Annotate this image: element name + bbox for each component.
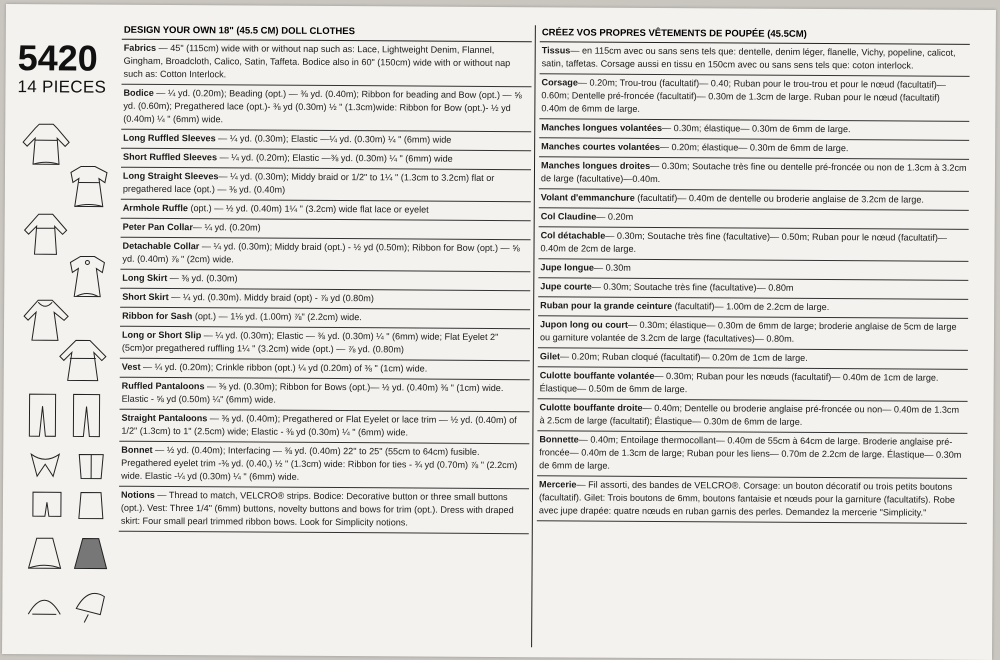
row-label: Bonnette bbox=[539, 434, 579, 445]
row-text: — ¼ yd. (0.30m). Middy braid (opt) - ⅞ yd (0.80m) bbox=[168, 291, 374, 304]
row-text: — 0.20m bbox=[596, 211, 634, 222]
row-text: — 0.20m; Ruban cloqué (facultatif)— 0.20m de 1cm de large. bbox=[560, 351, 808, 363]
english-row bbox=[119, 410, 529, 445]
row-label: Vest bbox=[121, 361, 141, 372]
english-rows bbox=[119, 40, 532, 534]
pantaloons-ruffled-icon bbox=[25, 390, 59, 440]
row-text: — 0.20m; Trou-trou (facultatif)— 0.40; Ruban pour le trou-trou et pour le nœud (facultatif)— 0.60m; Dentelle pré-froncée (facultatif)— 0.30m de 1.3cm de large. Ruban pour le nœud (facultatif) 0.40m de 6mm de large. bbox=[541, 77, 946, 114]
french-row bbox=[538, 278, 968, 300]
row-label: Long Ruffled Sleeves bbox=[123, 132, 216, 144]
french-row bbox=[539, 74, 969, 122]
english-row bbox=[121, 168, 531, 203]
row-text: — ¼ yd. (0.20m); Elastic —⅜ yd. (0.30m) ¼ " (6mm) wide bbox=[217, 152, 453, 164]
row-text: — 0.30m bbox=[593, 262, 631, 273]
row-label: Volant d'emmanchure bbox=[540, 192, 635, 203]
english-row bbox=[120, 238, 530, 273]
french-row bbox=[537, 399, 967, 434]
pieces-count: 14 PIECES bbox=[17, 77, 107, 97]
french-row bbox=[538, 367, 968, 402]
row-label: Long Skirt bbox=[122, 272, 168, 283]
row-text: — ⅜ yd. (0.40m); Pregathered or Flat Eyelet or lace trim — ½ yd. (0.40m) of 1/2" (1.3cm) to 1" (2.5cm) wide; Elastic - ⅜ yd (0.30m) ¼ " (6mm) wide. bbox=[121, 413, 517, 438]
row-label: Culotte bouffante volantée bbox=[539, 370, 655, 381]
bonnet-side-icon bbox=[70, 584, 110, 624]
row-label: Peter Pan Collar bbox=[122, 221, 193, 233]
french-row bbox=[538, 348, 968, 370]
row-label: Ruban pour la grande ceinture bbox=[540, 300, 673, 312]
row-label: Jupe longue bbox=[540, 262, 594, 273]
top-icon bbox=[73, 488, 109, 524]
row-text: (opt.) — 1⅛ yd. (1.00m) ⅞" (2.2cm) wide. bbox=[192, 311, 362, 323]
row-text: — 0.40m; Entoilage thermocollant— 0.40m de 55cm à 64cm de large. Broderie anglaise pré-froncée— 0.40m de 1.3cm de large; Ruban pour les liens— 0.70m de 2.2cm de large. Élastique— 0.30m de 6mm de large. bbox=[539, 434, 962, 471]
french-row bbox=[540, 42, 970, 77]
row-text: — ⅜ yd. (0.30m) bbox=[167, 272, 238, 284]
row-label: Fabrics bbox=[123, 42, 157, 53]
dress-long-sleeve-icon bbox=[19, 120, 73, 168]
english-row bbox=[120, 378, 530, 413]
french-row bbox=[539, 119, 969, 141]
english-heading: DESIGN YOUR OWN 18" (45.5 CM) DOLL CLOTHES bbox=[122, 23, 532, 43]
row-label: Col détachable bbox=[540, 230, 606, 241]
bonnet-front-icon bbox=[24, 584, 64, 624]
french-row bbox=[537, 431, 967, 479]
row-text: (facultatif)— 0.40m de dentelle ou broderie anglaise de 3.2cm de large. bbox=[634, 192, 924, 205]
row-label: Ribbon for Sash bbox=[122, 310, 193, 322]
row-text: — ⅜ yd. (0.30m); Ribbon for Bows (opt.)— ½ yd. (0.40m) ⅜ " (1cm) wide. Elastic - ⅝ yd (0.50m) ¼" (6mm) wide. bbox=[121, 381, 504, 405]
english-row bbox=[120, 308, 530, 330]
row-text: — 0.30m; Soutache très fine (facultative)— 0.80m bbox=[591, 281, 794, 293]
column-divider bbox=[531, 25, 536, 647]
english-row bbox=[121, 219, 531, 241]
vest-icon bbox=[73, 450, 109, 482]
row-label: Manches courtes volantées bbox=[541, 141, 660, 152]
row-text: — 0.30m; élastique— 0.30m de 6mm de large. bbox=[662, 123, 851, 135]
row-text: — en 115cm avec ou sans sens tels que: dentelle, denim léger, flanelle, Vichy, popeline, calicot, satin, taffetas. Corsage aussi en tissu en 150cm avec ou sans sens tels que: coton interlock. bbox=[541, 45, 956, 71]
english-row bbox=[121, 85, 531, 133]
row-text: — Fil assorti, des bandes de VELCRO®. Corsage: un bouton décoratif ou trois petits boutons (facultatif). Gilet: Trois boutons de 6mm, boutons fantaisie et nœuds pour la garniture (facultatifs). Robe avec jupe drapée: quatre nœuds en ruban garnis des perles. Demandez la mercerie "Simplicity." bbox=[538, 479, 956, 518]
english-row bbox=[121, 149, 531, 171]
french-row bbox=[537, 476, 967, 524]
row-label: Mercerie bbox=[539, 479, 577, 490]
dress-straight-sleeve-icon bbox=[20, 210, 70, 258]
row-text: — Thread to match, VELCRO® strips. Bodice: Decorative button or three small buttons (opt.). Vest: Three 1/4" (6mm) buttons, novelty buttons and bows for trim (opt.). Dress with draped skirt: Four small pearl trimmed ribbon bows. Look for Simplicity notions. bbox=[120, 489, 514, 528]
row-text: — 0.30m; élastique— 0.30m de 6mm de large; broderie anglaise de 5cm de large ou garniture volantée de 3.2cm de large (facultatives)— 0.80m. bbox=[539, 319, 957, 344]
row-label: Long or Short Slip bbox=[121, 329, 202, 341]
row-label: Long Straight Sleeves bbox=[122, 170, 219, 182]
row-text: (opt.) — ½ yd. (0.40m) 1¼ " (3.2cm) wide flat lace or eyelet bbox=[187, 203, 429, 215]
row-label: Manches longues volantées bbox=[541, 122, 663, 134]
row-label: Jupe courte bbox=[540, 281, 592, 292]
row-text: — 0.30m; Ruban pour les nœuds (facultatif)— 0.40m de 1cm de large. Élastique— 0.50m de 6mm de large. bbox=[539, 370, 939, 395]
row-label: Corsage bbox=[541, 77, 578, 88]
english-yardage-column bbox=[119, 23, 532, 534]
dress-ruffle-icon bbox=[56, 336, 110, 384]
english-row bbox=[119, 487, 529, 535]
row-text: — ¼ yd. (0.20m) bbox=[192, 222, 261, 233]
row-text: — ½ yd. (0.40m); Interfacing — ⅜ yd. (0.40m) 22" to 25" (55cm to 64cm) fusible. Pregathered eyelet trim -⅜ yd. (0.40,) ½ " (1.3cm) wide: Ribbon for ties - ¾ yd (0.70m) ⅞ " (2.2cm) wide. Elastic -¼ yd (0.30m) ¼ " (6mm) wide. bbox=[121, 444, 518, 482]
row-label: Detachable Collar bbox=[122, 240, 200, 252]
dress-short-sleeve-icon bbox=[63, 162, 115, 210]
row-text: — ¼ yd. (0.20m); Crinkle ribbon (opt.) ¼ yd (0.20m) of ⅜ " (1cm) wide. bbox=[140, 361, 428, 374]
pattern-envelope-back bbox=[2, 4, 996, 660]
row-label: Short Ruffled Sleeves bbox=[123, 151, 218, 163]
french-row bbox=[538, 259, 968, 281]
french-row bbox=[539, 157, 969, 192]
skirt-short-icon bbox=[71, 534, 111, 574]
row-label: Armhole Ruffle bbox=[122, 202, 188, 214]
dress-puff-sleeve-icon bbox=[62, 252, 112, 300]
french-heading: CRÉEZ VOS PROPRES VÊTEMENTS DE POUPÉE (45.5CM) bbox=[540, 25, 970, 45]
french-row bbox=[538, 316, 968, 351]
row-text: (facultatif)— 1.00m de 2.2cm de large. bbox=[672, 301, 830, 313]
row-label: Ruffled Pantaloons bbox=[121, 380, 205, 392]
french-row bbox=[539, 138, 969, 160]
row-label: Straight Pantaloons bbox=[121, 412, 208, 424]
english-row bbox=[121, 130, 531, 152]
row-text: — 0.30m; Soutache très fine (facultative)— 0.50m; Ruban pour le nœud (facultatif)— 0.40m de 2cm de large. bbox=[540, 230, 947, 254]
english-row bbox=[119, 442, 529, 490]
row-label: Short Skirt bbox=[122, 291, 169, 302]
row-text: — 0.20m; élastique— 0.30m de 6mm de large. bbox=[659, 141, 849, 154]
row-text: — ¼ yd. (0.30m); Elastic —¼ yd. (0.30m) ¼ " (6mm) wide bbox=[215, 133, 452, 145]
pattern-number: 5420 bbox=[17, 37, 98, 79]
row-label: Col Claudine bbox=[540, 211, 597, 222]
pattern-id-block bbox=[17, 37, 117, 98]
row-text: — 0.30m; Soutache très fine ou dentelle pré-froncée ou non de 1.3cm à 3.2cm de large (facultative)—0.40m. bbox=[540, 160, 967, 184]
row-label: Jupon long ou court bbox=[540, 319, 628, 330]
row-text: — ¼ yd. (0.30m); Middy braid or 1/2" to 1¼ " (1.3cm to 3.2cm) flat or pregathered lace (opt.) — ⅜ yd. (0.40m) bbox=[122, 171, 495, 195]
skirt-long-icon bbox=[25, 534, 65, 574]
french-row bbox=[538, 297, 968, 319]
french-yardage-column bbox=[537, 25, 970, 524]
row-text: — 0.40m; Dentelle ou broderie anglaise pré-froncée ou non— 0.40m de 1.3cm à 2.5cm de large (facultatif); Élastique— 0.30m de 6mm de large. bbox=[539, 402, 960, 427]
english-row bbox=[120, 270, 530, 292]
english-row bbox=[120, 327, 530, 362]
french-row bbox=[538, 227, 968, 262]
row-text: — 45" (115cm) wide with or without nap such as: Lace, Lightweight Denim, Flannel, Gingham, Broadcloth, Calico, Satin, Taffeta. Bodice also in 60" (150cm) wide with or without nap such as: Cotton Interlock. bbox=[123, 42, 511, 80]
french-row bbox=[539, 208, 969, 230]
row-label: Gilet bbox=[539, 351, 561, 362]
row-label: Manches longues droites bbox=[540, 160, 651, 171]
english-row bbox=[120, 289, 530, 311]
french-row bbox=[539, 189, 969, 211]
row-label: Tissus bbox=[541, 45, 571, 56]
row-label: Culotte bouffante droite bbox=[539, 402, 643, 413]
english-row bbox=[122, 40, 532, 88]
row-text: — ¼ yd. (0.30m); Middy braid (opt.) - ½ yd (0.50m); Ribbon for Bow (opt.) — ⅝ yd. (0.40m) ⅞ " (2cm) wide. bbox=[122, 241, 520, 265]
row-text: — ¼ yd. (0.20m); Beading (opt.) — ⅜ yd. (0.40m); Ribbon for beading and Bow (opt.) — ⅝ yd. (0.60m); Pregathered lace (opt.)- ⅜ yd (0.30m) ½ " (1.3cm)wide: Ribbon for Bow (opt.)- ½ yd (0.40m) ¼ " (6mm) wide. bbox=[123, 87, 522, 125]
row-text: — ¼ yd. (0.30m); Elastic — ⅜ yd. (0.30m) ¼ " (6mm) wide; Flat Eyelet 2" (5cm)or pregathered ruffling 1¼ " (3.2cm) wide (opt.) — ⅞ yd. (0.80m) bbox=[121, 330, 499, 355]
english-row bbox=[121, 200, 531, 222]
pantaloons-straight-icon bbox=[69, 390, 103, 440]
collar-icon bbox=[27, 450, 63, 482]
row-label: Notions bbox=[120, 489, 155, 500]
row-label: Bonnet bbox=[121, 444, 153, 455]
french-rows bbox=[537, 42, 970, 524]
english-row bbox=[120, 359, 530, 381]
pantaloons-short-icon bbox=[29, 488, 65, 524]
row-label: Bodice bbox=[123, 87, 154, 98]
